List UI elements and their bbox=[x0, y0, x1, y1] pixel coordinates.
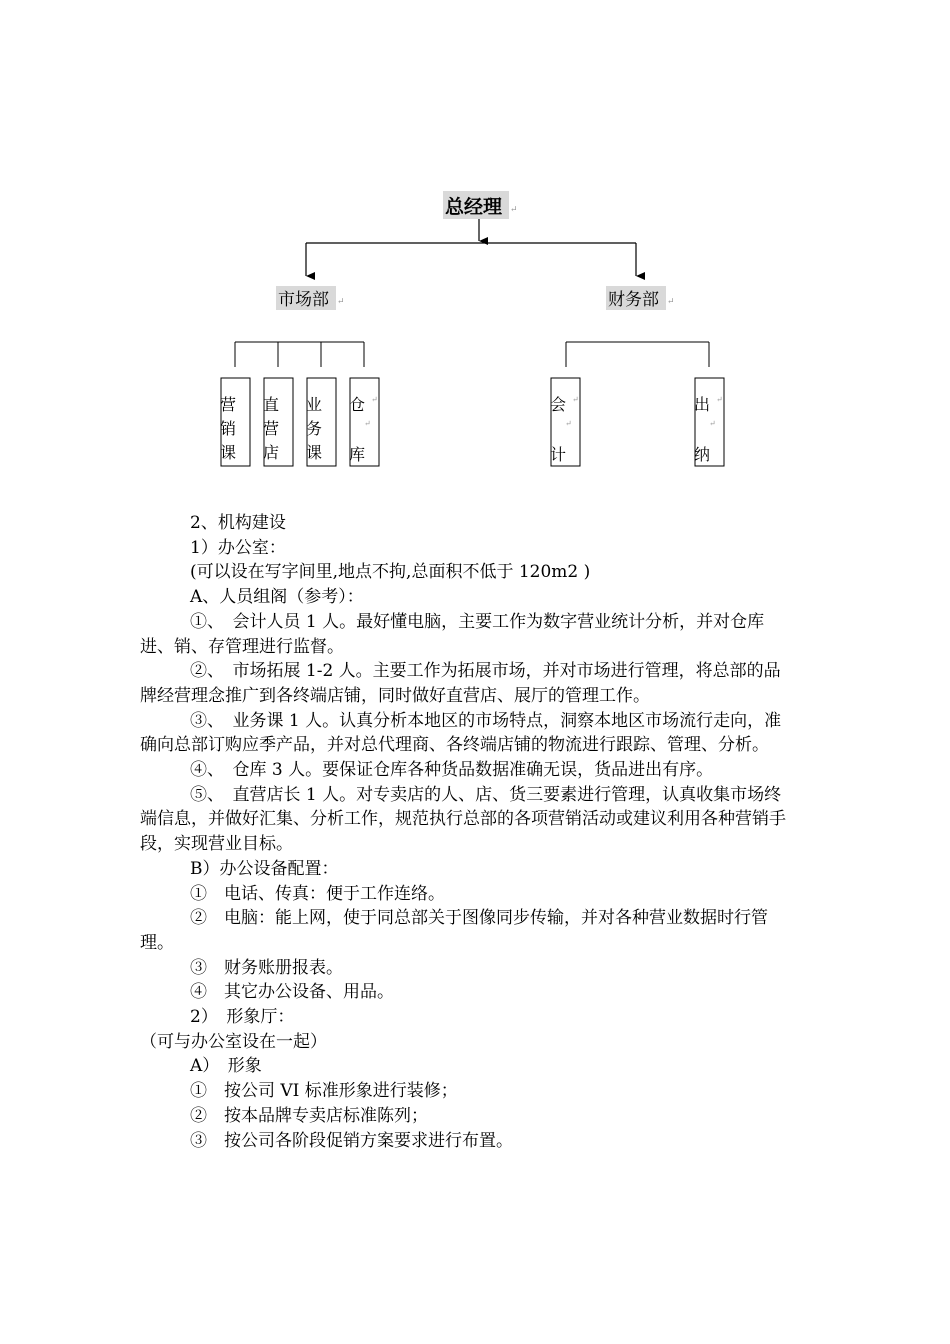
paragraph: ②、 市场拓展 1-2 人。主要工作为拓展市场，并对市场进行管理，将总部的品牌经营理念推广到各终端店铺，同时做好直营店、展厅的管理工作。 bbox=[140, 661, 781, 706]
dept-market-label: 市场部 bbox=[278, 290, 329, 310]
paragraph: ① 按公司 VI 标准形象进行装修； bbox=[190, 1081, 458, 1102]
paragraph: ⑤、 直营店长 1 人。对专卖店的人、店、货三要素进行管理，认真收集市场终端信息，并做好汇集、分析工作，规范执行总部的各项营销活动或建议利用各种营销手段，实现营业目标。 bbox=[140, 784, 786, 855]
unit-mark-chuna-1: ↵ bbox=[716, 395, 723, 404]
paragraph: 1）办公室： bbox=[190, 537, 286, 558]
unit-label-zhiyingdian: 直营店 bbox=[260, 396, 280, 468]
unit-label-yingxiaoke: 营销课 bbox=[217, 396, 237, 468]
paragraph: B）办公设备配置： bbox=[190, 858, 339, 879]
unit-mark-cangku-2: ↵ bbox=[364, 419, 371, 428]
dept-market-mark: ↵ bbox=[337, 297, 345, 307]
paragraph: ③ 按公司各阶段促销方案要求进行布置。 bbox=[190, 1130, 513, 1151]
paragraph: ①、 会计人员 1 人。最好懂电脑，主要工作为数字营业统计分析，并对仓库进、销、存管理进行监督。 bbox=[140, 611, 765, 657]
paragraph: (可以设在写字间里,地点不拘,总面积不低于 120m2 ) bbox=[190, 562, 591, 583]
paragraph: ④ 其它办公设备、用品。 bbox=[190, 982, 394, 1003]
paragraph: A） 形象 bbox=[190, 1056, 262, 1077]
unit-mark-kuaiji-2: ↵ bbox=[565, 419, 572, 428]
paragraph: ② 电脑：能上网，使于同总部关于图像同步传输，并对各种营业数据时行管理。 bbox=[140, 908, 768, 953]
paragraph: 2、机构建设 bbox=[190, 513, 286, 533]
unit-label-chuna: 出纳 bbox=[691, 396, 711, 496]
paragraph: ④、 仓库 3 人。要保证仓库各种货品数据准确无误，货品进出有序。 bbox=[190, 760, 714, 781]
paragraph: ③ 财务账册报表。 bbox=[190, 957, 343, 978]
paragraph: ① 电话、传真：便于工作连络。 bbox=[190, 883, 445, 904]
root-paragraph-mark: ↵ bbox=[510, 205, 518, 215]
paragraph: A、人员组阁（参考）： bbox=[190, 587, 364, 608]
unit-mark-kuaiji-1: ↵ bbox=[572, 395, 579, 404]
unit-mark-chuna-2: ↵ bbox=[709, 419, 716, 428]
root-node-label: 总经理 bbox=[445, 196, 503, 218]
dept-finance-mark: ↵ bbox=[667, 297, 675, 307]
paragraph: ③、 业务课 1 人。认真分析本地区的市场特点，洞察本地区市场流行走向，准确向总部订购应季产品，并对总代理商、各终端店铺的物流进行跟踪、管理、分析。 bbox=[140, 710, 782, 756]
paragraph: （可与办公室设在一起） bbox=[140, 1031, 327, 1052]
org-chart bbox=[0, 0, 950, 500]
dept-finance-label: 财务部 bbox=[608, 290, 659, 310]
unit-label-kuaiji: 会计 bbox=[547, 396, 567, 496]
paragraph: 2） 形象厅： bbox=[190, 1007, 295, 1028]
body-text bbox=[140, 511, 790, 1153]
unit-label-cangku: 仓库 bbox=[346, 396, 366, 496]
unit-label-yewuke: 业务课 bbox=[303, 396, 323, 468]
unit-mark-cangku-1: ↵ bbox=[371, 395, 378, 404]
paragraph: ② 按本品牌专卖店标准陈列； bbox=[190, 1105, 428, 1126]
